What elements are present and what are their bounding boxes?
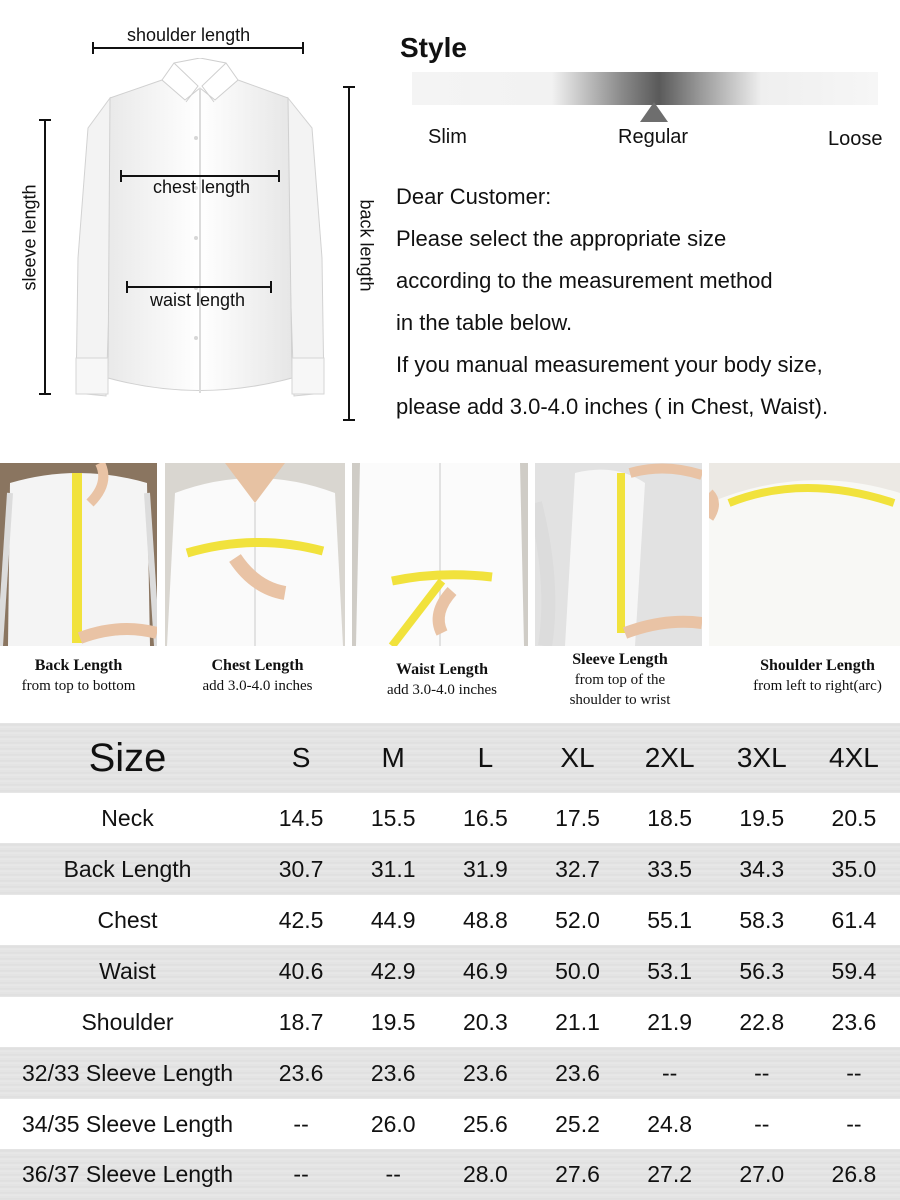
- table-cell: 18.7: [278, 1008, 324, 1035]
- size-header-cell: 4XL: [829, 742, 879, 773]
- shirt-diagram: [0, 0, 390, 440]
- table-cell: 33.5: [647, 855, 693, 882]
- back-length-label: back length: [356, 199, 377, 292]
- table-row: [0, 945, 900, 997]
- shoulder-length-caption: [725, 656, 900, 696]
- table-cell: --: [661, 1059, 678, 1086]
- caption-sub: from top of the: [574, 672, 666, 688]
- back-length-caption: [0, 656, 157, 696]
- table-cell: --: [754, 1059, 770, 1086]
- chest-length-label: chest length: [153, 177, 251, 197]
- shirt-illustration: [70, 58, 330, 403]
- table-cell: 58.3: [739, 906, 785, 933]
- table-cell: 20.3: [462, 1008, 508, 1035]
- size-header-cell: 3XL: [736, 742, 787, 773]
- table-cell: 26.8: [831, 1161, 877, 1187]
- row-label: Shoulder: [81, 1008, 174, 1035]
- caption-sub: add 3.0-4.0 inches: [387, 682, 497, 698]
- table-cell: 19.5: [370, 1008, 416, 1035]
- table-cell: 46.9: [462, 957, 508, 984]
- table-cell: --: [293, 1161, 309, 1187]
- caption-sub: from top to bottom: [21, 678, 136, 694]
- shoulder-length-label: shoulder length: [127, 25, 251, 45]
- row-label: 34/35 Sleeve Length: [21, 1110, 233, 1137]
- size-header-cell: L: [477, 742, 494, 773]
- table-cell: 48.8: [462, 906, 508, 933]
- caption-sub: add 3.0-4.0 inches: [202, 678, 313, 694]
- table-cell: --: [846, 1110, 862, 1137]
- table-cell: 21.1: [555, 1008, 600, 1035]
- table-cell: 17.5: [555, 804, 600, 831]
- table-cell: 23.6: [278, 1059, 324, 1086]
- table-cell: 31.1: [370, 855, 416, 882]
- table-cell: --: [293, 1110, 309, 1137]
- regular-fit-pointer-icon: [640, 102, 668, 122]
- back-dimension-line: [348, 86, 350, 421]
- table-cell: 25.2: [555, 1110, 600, 1137]
- table-cell: 22.8: [739, 1008, 785, 1035]
- notice-line: If you manual measurement your body size,: [396, 352, 823, 377]
- back-length-photo: [0, 463, 157, 646]
- table-row: [0, 895, 900, 945]
- table-cell: 31.9: [462, 855, 508, 882]
- table-row: [0, 997, 900, 1047]
- notice-line: according to the measurement method: [396, 268, 773, 293]
- table-cell: 23.6: [831, 1008, 877, 1035]
- caption-title: Sleeve Length: [572, 651, 668, 668]
- style-regular-label: Regular: [618, 126, 689, 148]
- table-row: [0, 1149, 900, 1200]
- style-title: Style: [400, 32, 467, 63]
- table-cell: 40.6: [278, 957, 324, 984]
- chest-length-photo: [165, 463, 345, 646]
- row-label: 32/33 Sleeve Length: [21, 1059, 233, 1086]
- caption-title: Back Length: [34, 657, 123, 674]
- table-cell: 34.3: [739, 855, 785, 882]
- style-loose-label: Loose: [828, 128, 883, 150]
- notice-line: in the table below.: [396, 310, 573, 335]
- table-row: [0, 1099, 900, 1149]
- size-chart-table: [0, 723, 900, 1200]
- sleeve-dimension-line: [44, 119, 46, 395]
- chest-length-caption: [165, 656, 350, 696]
- size-header-cell: M: [381, 742, 405, 773]
- table-cell: 14.5: [278, 804, 324, 831]
- waist-length-photo: [352, 463, 528, 646]
- table-cell: 20.5: [831, 804, 877, 831]
- fit-style-gradient-bar: [412, 72, 878, 105]
- table-cell: 23.6: [370, 1059, 416, 1086]
- table-cell: 35.0: [831, 855, 877, 882]
- table-cell: 21.9: [647, 1008, 693, 1035]
- shoulder-length-photo: [709, 463, 900, 646]
- table-cell: 25.6: [462, 1110, 508, 1137]
- table-cell: 23.6: [462, 1059, 508, 1086]
- row-label: Neck: [101, 804, 154, 831]
- table-cell: 28.0: [462, 1161, 508, 1187]
- sleeve-length-caption: [535, 650, 705, 710]
- table-cell: 26.0: [370, 1110, 416, 1137]
- table-cell: 27.6: [555, 1161, 600, 1187]
- waist-length-label: waist length: [150, 290, 246, 310]
- caption-sub: shoulder to wrist: [569, 692, 671, 708]
- table-cell: 27.2: [647, 1161, 693, 1187]
- style-slim-label: Slim: [428, 126, 467, 148]
- table-cell: --: [846, 1059, 862, 1086]
- table-cell: --: [754, 1110, 770, 1137]
- table-cell: 19.5: [739, 804, 785, 831]
- table-cell: --: [385, 1161, 401, 1187]
- table-row: [0, 843, 900, 895]
- caption-sub: from left to right(arc): [753, 678, 882, 694]
- waist-length-caption: [352, 660, 532, 700]
- table-cell: 23.6: [555, 1059, 600, 1086]
- size-header-cell: XL: [560, 742, 595, 773]
- table-row: [0, 793, 900, 843]
- table-cell: 44.9: [370, 906, 416, 933]
- sleeve-length-photo: [535, 463, 702, 646]
- size-header-cell: S: [291, 742, 311, 773]
- size-header-cell: 2XL: [644, 742, 695, 773]
- table-cell: 15.5: [370, 804, 416, 831]
- shoulder-dimension-line: [92, 47, 304, 49]
- row-label: Chest: [97, 906, 158, 933]
- table-cell: 18.5: [647, 804, 693, 831]
- notice-line: please add 3.0-4.0 inches ( in Chest, Waist).: [396, 394, 829, 419]
- table-cell: 27.0: [739, 1161, 785, 1187]
- table-row: [0, 1047, 900, 1099]
- table-cell: 55.1: [647, 906, 693, 933]
- row-label: 36/37 Sleeve Length: [21, 1161, 233, 1187]
- caption-title: Waist Length: [395, 661, 488, 678]
- table-cell: 32.7: [555, 855, 600, 882]
- table-cell: 53.1: [647, 957, 693, 984]
- customer-notice: [396, 176, 896, 428]
- table-cell: 59.4: [831, 957, 877, 984]
- table-cell: 56.3: [739, 957, 785, 984]
- table-cell: 42.9: [370, 957, 416, 984]
- waist-dimension-line: [126, 286, 272, 288]
- table-cell: 52.0: [555, 906, 600, 933]
- sleeve-length-label: sleeve length: [19, 184, 40, 291]
- size-header-label: Size: [88, 735, 167, 780]
- table-cell: 42.5: [278, 906, 324, 933]
- caption-title: Chest Length: [211, 657, 304, 674]
- table-cell: 16.5: [462, 804, 508, 831]
- row-label: Waist: [99, 957, 156, 984]
- caption-title: Shoulder Length: [760, 657, 875, 674]
- table-cell: 30.7: [278, 855, 324, 882]
- table-cell: 50.0: [555, 957, 600, 984]
- notice-line: Please select the appropriate size: [396, 226, 727, 251]
- table-cell: 24.8: [647, 1110, 693, 1137]
- size-header-row: [0, 723, 900, 793]
- notice-line: Dear Customer:: [396, 184, 552, 209]
- table-cell: 61.4: [831, 906, 877, 933]
- row-label: Back Length: [63, 855, 192, 882]
